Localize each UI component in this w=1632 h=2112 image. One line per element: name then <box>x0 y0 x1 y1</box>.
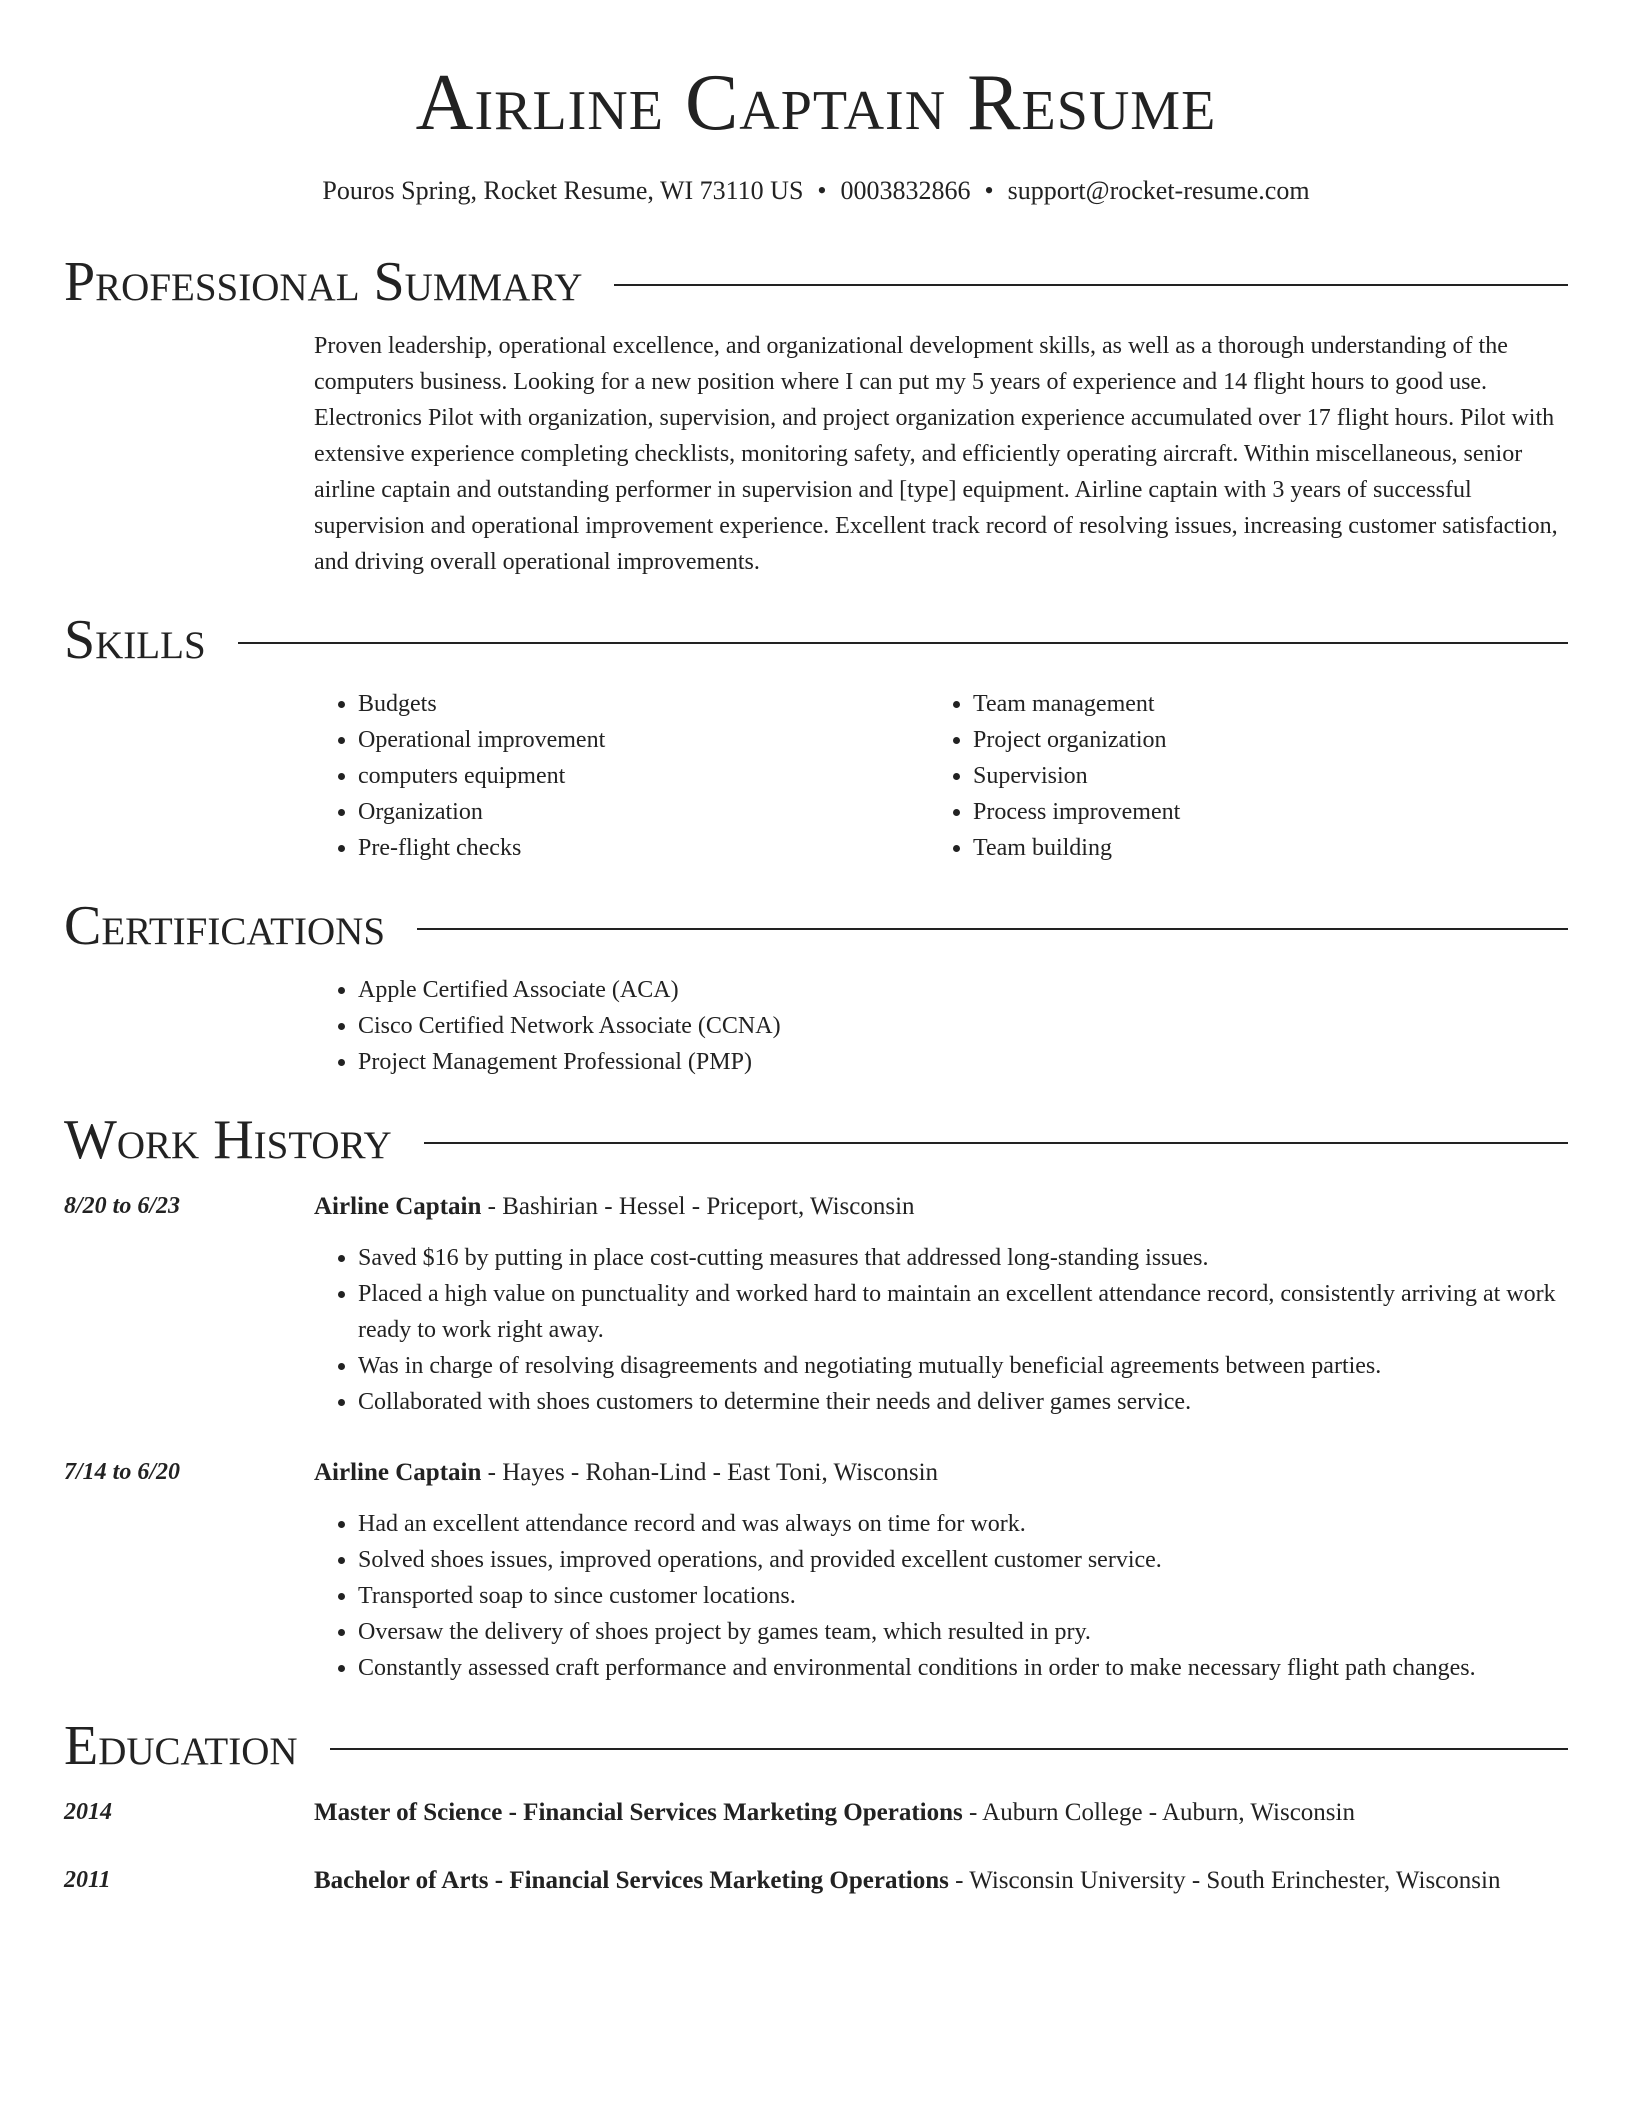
education-list <box>64 1794 1568 1900</box>
contact-separator: • <box>817 176 827 205</box>
contact-phone: 0003832866 <box>840 176 971 205</box>
job-company: - Hayes - Rohan-Lind - East Toni, Wisconsin <box>481 1459 939 1486</box>
job-bullet: • Transported soap to since customer locations. <box>358 1578 1568 1614</box>
section-divider <box>417 928 1568 930</box>
skills-list <box>314 686 1568 866</box>
education-year: 2011 <box>64 1867 111 1893</box>
job-bullets <box>314 1240 1568 1420</box>
skills-column-right <box>929 686 1568 866</box>
summary-heading: Professional Summary <box>64 251 583 313</box>
certifications-list <box>314 972 1568 1080</box>
skills-section-header <box>64 608 1568 672</box>
certification-item: • Project Management Professional (PMP) <box>358 1044 1568 1080</box>
job-bullet: • Constantly assessed craft performance and environmental conditions in order to make necessary flight path changes. <box>358 1650 1568 1686</box>
job-bullet: • Was in charge of resolving disagreements and negotiating mutually beneficial agreements between parties. <box>358 1348 1568 1384</box>
skill-item: • computers equipment <box>358 758 929 794</box>
contact-line <box>64 176 1568 206</box>
skill-item: • Operational improvement <box>358 722 929 758</box>
summary-text: Proven leadership, operational excellence, and organizational development skills, as well as a thorough understanding of the computers business. Looking for a new position where I can put my 5 years of experience and 14 flight hours to good use. Electronics Pilot with organization, supervision, and project organization experience accumulated over 17 flight hours. Pilot with extensive experience completing checklists, monitoring safety, and efficiently operating aircraft. Within miscellaneous, senior airline captain and outstanding performer in supervision and [type] equipment. Airline captain with 3 years of successful supervision and operational improvement experience. Excellent track record of resolving issues, increasing customer satisfaction, and driving overall operational improvements. <box>314 333 1558 575</box>
job-bullet: • Collaborated with shoes customers to determine their needs and deliver games service. <box>358 1384 1568 1420</box>
job-dates: 7/14 to 6/20 <box>64 1459 181 1485</box>
education-details <box>314 1794 1568 1832</box>
resume-title: Airline Captain Resume <box>415 59 1217 147</box>
skill-item: • Process improvement <box>973 794 1568 830</box>
education-heading: Education <box>64 1715 298 1777</box>
section-divider <box>330 1748 1568 1750</box>
job-bullet: • Saved $16 by putting in place cost-cutting measures that addressed long-standing issues. <box>358 1240 1568 1276</box>
job-entry <box>64 1454 1568 1686</box>
job-company: - Bashirian - Hessel - Priceport, Wisconsin <box>481 1193 915 1220</box>
education-entry <box>64 1794 1568 1832</box>
skill-item: • Project organization <box>973 722 1568 758</box>
certifications-heading: Certifications <box>64 895 386 957</box>
education-school: - Wisconsin University - South Erinchester, Wisconsin <box>948 1867 1501 1894</box>
work-heading: Work History <box>64 1109 392 1171</box>
education-section-header <box>64 1714 1568 1778</box>
education-degree: Bachelor of Arts - Financial Services Marketing Operations <box>314 1867 949 1894</box>
education-details <box>314 1862 1568 1900</box>
skills-heading: Skills <box>64 609 206 671</box>
skill-item: • Supervision <box>973 758 1568 794</box>
section-divider <box>238 642 1568 644</box>
education-year: 2014 <box>64 1799 112 1825</box>
job-entry <box>64 1188 1568 1420</box>
skill-item: • Pre-flight checks <box>358 830 929 866</box>
skill-item: • Team management <box>973 686 1568 722</box>
job-bullets <box>314 1506 1568 1686</box>
job-title-line <box>314 1454 1568 1492</box>
skill-item: • Budgets <box>358 686 929 722</box>
summary-section-header <box>64 250 1568 314</box>
skill-item: • Team building <box>973 830 1568 866</box>
resume-page <box>64 0 1568 1900</box>
certification-item: • Cisco Certified Network Associate (CCNA) <box>358 1008 1568 1044</box>
section-divider <box>614 284 1568 286</box>
work-section-header <box>64 1108 1568 1172</box>
job-details <box>314 1454 1568 1686</box>
section-divider <box>424 1142 1568 1144</box>
job-role: Airline Captain <box>314 1459 482 1486</box>
job-bullet: • Placed a high value on punctuality and worked hard to maintain an excellent attendance record, consistently arriving at work ready to work right away. <box>358 1276 1568 1348</box>
certification-item: • Apple Certified Associate (ACA) <box>358 972 1568 1008</box>
contact-separator: • <box>984 176 994 205</box>
skills-column-left <box>314 686 929 866</box>
contact-address: Pouros Spring, Rocket Resume, WI 73110 US <box>322 176 804 205</box>
job-details <box>314 1188 1568 1420</box>
job-title-line <box>314 1188 1568 1226</box>
education-school: - Auburn College - Auburn, Wisconsin <box>962 1799 1355 1826</box>
education-entry <box>64 1862 1568 1900</box>
education-degree: Master of Science - Financial Services Marketing Operations <box>314 1799 963 1826</box>
contact-email: support@rocket-resume.com <box>1007 176 1310 205</box>
job-bullet: • Oversaw the delivery of shoes project by games team, which resulted in pry. <box>358 1614 1568 1650</box>
skill-item: • Organization <box>358 794 929 830</box>
certifications-section-header <box>64 894 1568 958</box>
job-role: Airline Captain <box>314 1193 482 1220</box>
job-bullet: • Solved shoes issues, improved operations, and provided excellent customer service. <box>358 1542 1568 1578</box>
job-dates: 8/20 to 6/23 <box>64 1193 181 1219</box>
job-bullet: • Had an excellent attendance record and was always on time for work. <box>358 1506 1568 1542</box>
